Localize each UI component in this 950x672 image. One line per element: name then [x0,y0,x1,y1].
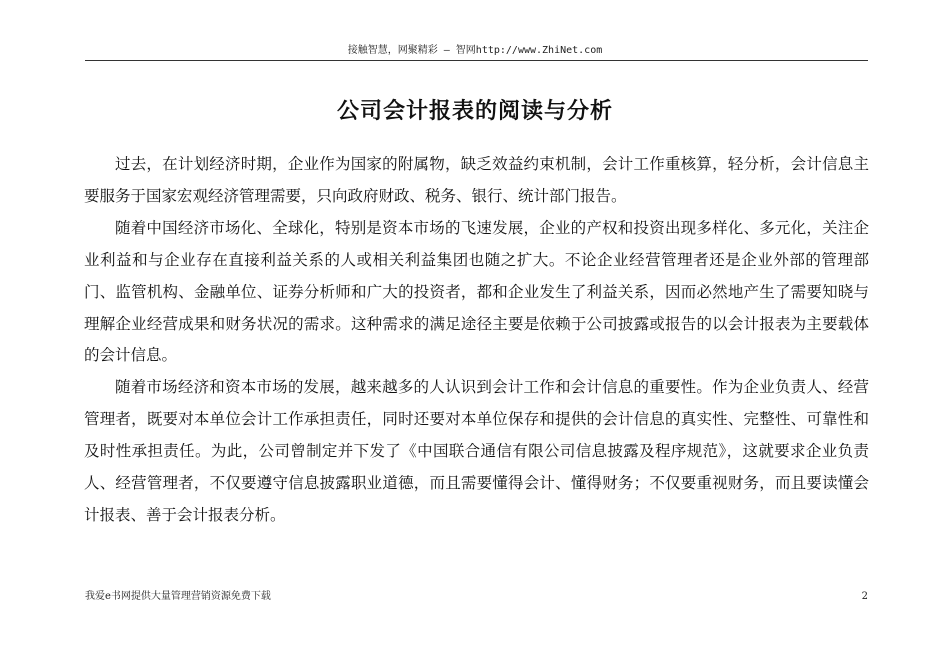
body-paragraph-1: 过去，在计划经济时期，企业作为国家的附属物，缺乏效益约束机制，会计工作重核算，轻分析，会计信息主要服务于国家宏观经济管理需要，只向政府财政、税务、银行、统计部门报告。 [84,155,869,205]
page-number: 2 [861,591,868,602]
document-title: 公司会计报表的阅读与分析 [336,98,613,124]
document-body [84,149,869,532]
body-paragraph-3: 随着市场经济和资本市场的发展，越来越多的人认识到会计工作和会计信息的重要性。作为企业负责人、经营管理者，既要对本单位会计工作承担责任，同时还要对本单位保存和提供的会计信息的真实性、完整性、可靠性和及时性承担责任。为此，公司曾制定并下发了《中国联合通信有限公司信息披露及程序规范》，这就要求企业负责人、经营管理者，不仅要遵守信息披露职业道德，而且需要懂得会计、懂得财务；不仅要重视财务，而且要读懂会计报表、善于会计报表分析。 [84,378,869,524]
page-header: 接触智慧，网聚精彩 — 智网http://www.ZhiNet.com [347,45,603,56]
body-paragraph-2: 随着中国经济市场化、全球化，特别是资本市场的飞速发展，企业的产权和投资出现多样化、多元化，关注企业利益和与企业存在直接利益关系的人或相关利益集团也随之扩大。不论企业经营管理者还是企业外部的管理部门、监管机构、金融单位、证券分析师和广大的投资者，都和企业发生了利益关系，因而必然地产生了需要知晓与理解企业经营成果和财务状况的需求。这种需求的满足途径主要是依赖于公司披露或报告的以会计报表为主要载体的会计信息。 [84,218,869,365]
footer-text: 我爱e书网提供大量管理营销资源免费下载 [85,591,271,602]
header-divider [85,60,868,61]
